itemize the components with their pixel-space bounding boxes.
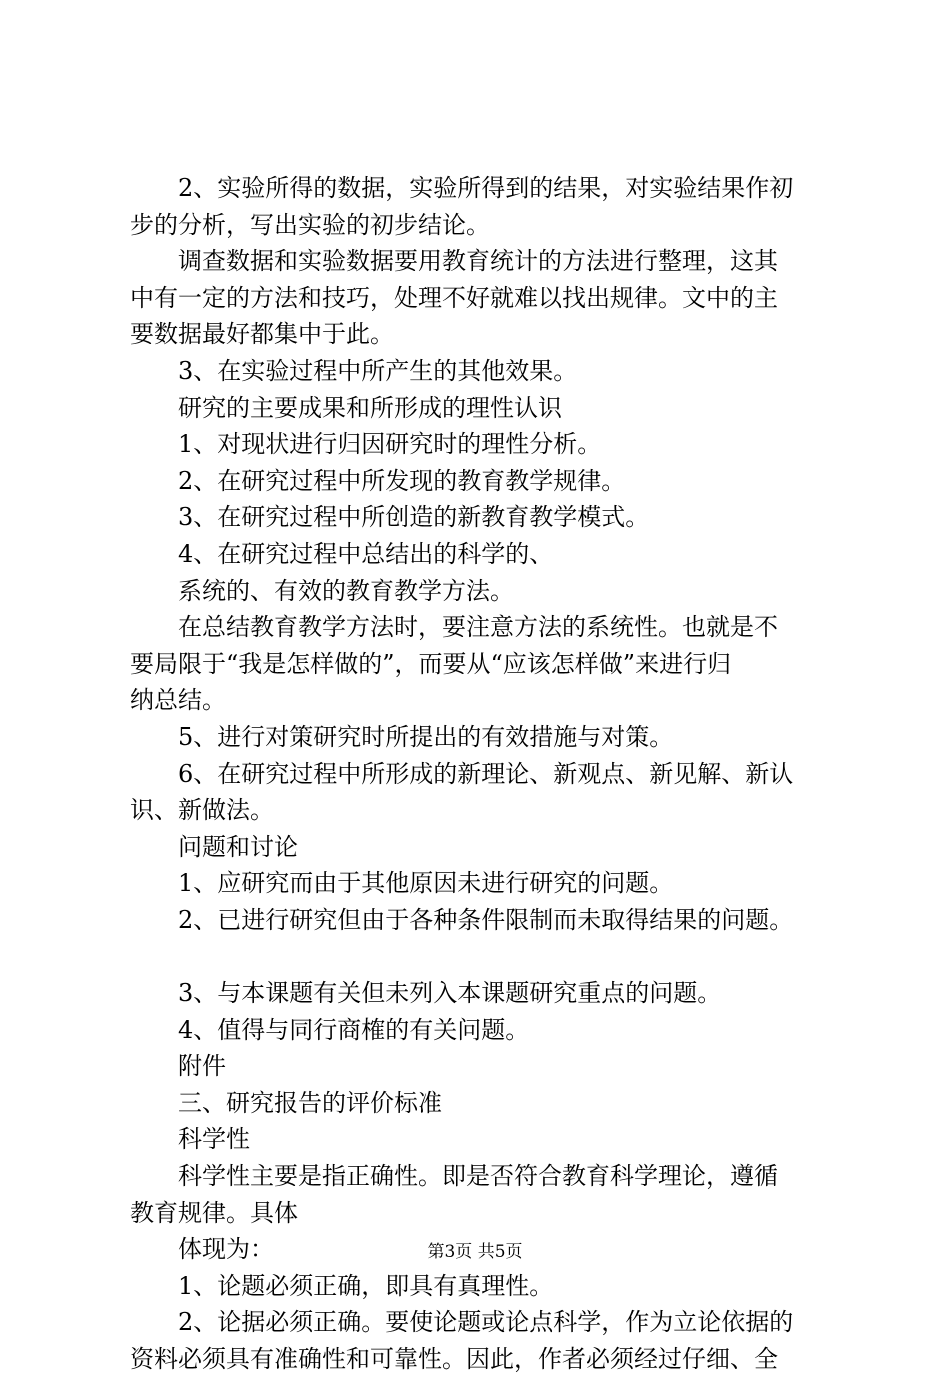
section-heading: 附件 (178, 1052, 226, 1081)
paragraph-line: 2、在研究过程中所发现的教育教学规律。 (178, 466, 626, 495)
paragraph-line: 1、应研究而由于其他原因未进行研究的问题。 (178, 869, 674, 898)
paragraph-line: 要数据最好都集中于此。 (130, 320, 394, 349)
paragraph-line: 体现为： (178, 1235, 274, 1264)
document-body (130, 170, 830, 1378)
paragraph-line: 3、在实验过程中所产生的其他效果。 (178, 356, 578, 385)
page-number-footer: 第3页 共5页 (427, 1242, 523, 1262)
section-heading: 研究的主要成果和所形成的理性认识 (178, 393, 562, 422)
paragraph-line: 资料必须具有准确性和可靠性。因此，作者必须经过仔细、全 (130, 1345, 778, 1373)
blank-line (130, 938, 830, 975)
paragraph-line: 4、值得与同行商榷的有关问题。 (178, 1015, 530, 1044)
paragraph-line: 1、论题必须正确，即具有真理性。 (178, 1271, 554, 1300)
paragraph-line: 步的分析，写出实验的初步结论。 (130, 210, 490, 239)
paragraph-line: 系统的、有效的教育教学方法。 (178, 576, 514, 605)
paragraph-line: 要局限于“我是怎样做的”，而要从“应该怎样做”来进行归 (130, 649, 732, 678)
section-heading: 科学性 (178, 1125, 250, 1154)
paragraph-line: 3、与本课题有关但未列入本课题研究重点的问题。 (178, 979, 722, 1008)
paragraph-line: 1、对现状进行归因研究时的理性分析。 (178, 430, 602, 459)
paragraph-line: 2、论据必须正确。要使论题或论点科学，作为立论依据的 (178, 1308, 794, 1337)
paragraph-line: 教育规律。具体 (130, 1198, 298, 1227)
paragraph-line: 4、在研究过程中总结出的科学的、 (178, 539, 554, 568)
paragraph-line: 2、实验所得的数据，实验所得到的结果，对实验结果作初 (178, 174, 794, 202)
paragraph-line: 3、在研究过程中所创造的新教育教学模式。 (178, 503, 650, 532)
paragraph-line: 中有一定的方法和技巧，处理不好就难以找出规律。文中的主 (130, 283, 778, 312)
paragraph-line: 识、新做法。 (130, 796, 274, 825)
paragraph-line: 调查数据和实验数据要用教育统计的方法进行整理，这其 (178, 247, 778, 276)
paragraph-line: 6、在研究过程中所形成的新理论、新观点、新见解、新认 (178, 759, 794, 788)
section-heading: 问题和讨论 (178, 832, 298, 861)
paragraph-line: 科学性主要是指正确性。即是否符合教育科学理论，遵循 (178, 1162, 778, 1191)
paragraph-line: 2、已进行研究但由于各种条件限制而未取得结果的问题。 (178, 905, 794, 934)
paragraph-line: 纳总结。 (130, 686, 226, 715)
paragraph-line: 5、进行对策研究时所提出的有效措施与对策。 (178, 722, 674, 751)
paragraph-line: 在总结教育教学方法时，要注意方法的系统性。也就是不 (178, 613, 778, 642)
section-heading: 三、研究报告的评价标准 (178, 1088, 442, 1117)
